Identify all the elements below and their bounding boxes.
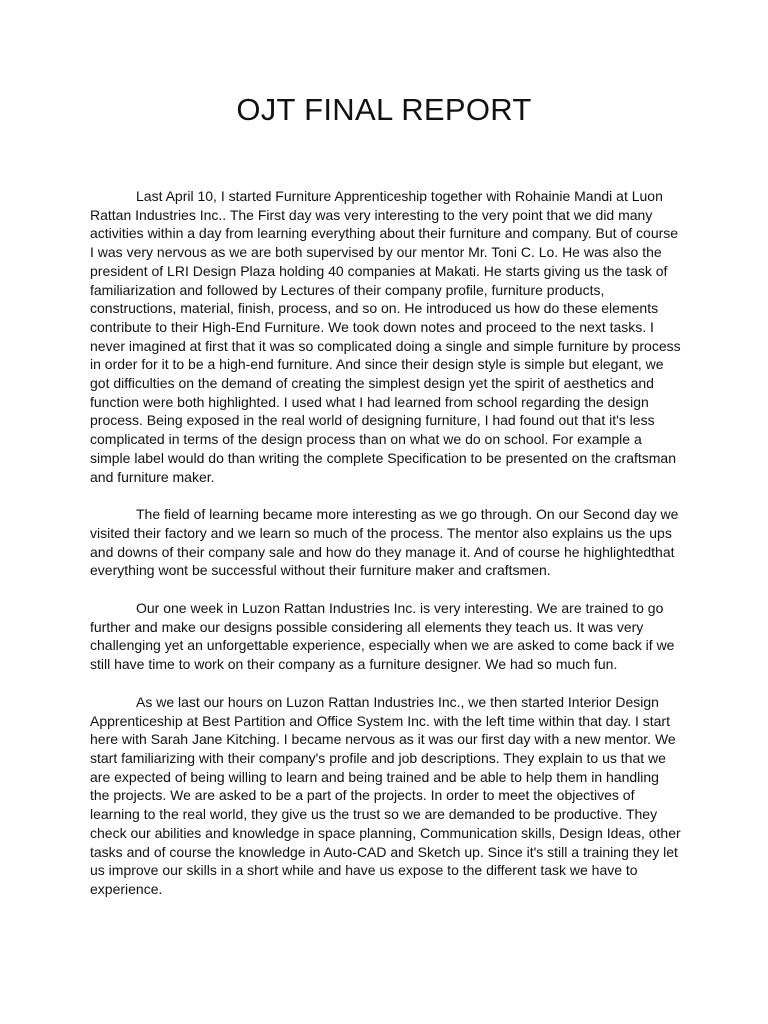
- paragraph-4: As we last our hours on Luzon Rattan Industries Inc., we then started Interior Design Apprenticeship at Best Partition and Office System Inc. with the left time within that day. I start here with Sarah Jane Kitching. I became nervous as it was our first day with a new mentor. We start familiarizing with their company's profile and job descriptions. They explain to us that we are expected of being willing to learn and being trained and be able to help them in handling the projects. We are asked to be a part of the projects. In order to meet the objectives of learning to the real world, they give us the trust so we are demanded to be productive. They check our abilities and knowledge in space planning, Communication skills, Design Ideas, other tasks and of course the knowledge in Auto-CAD and Sketch up. Since it's still a training they let us improve our skills in a short while and have us expose to the different task we have to experience.: [90, 693, 681, 897]
- report-body: [90, 187, 682, 918]
- paragraph-2: The field of learning became more interesting as we go through. On our Second day we visited their factory and we learn so much of the process. The mentor also explains us the ups and downs of their company sale and how do they manage it. And of course he highlightedthat everything wont be successful without their furniture maker and craftsmen.: [90, 506, 679, 579]
- page-title: OJT FINAL REPORT: [236, 92, 532, 127]
- paragraph-1: Last April 10, I started Furniture Apprenticeship together with Rohainie Mandi at Luon Rattan Industries Inc.. The First day was very interesting to the very point that we did many activities within a day from learning everything about their furniture and company. But of course I was very nervous as we are both supervised by our mentor Mr. Toni C. Lo. He was also the president of LRI Design Plaza holding 40 companies at Makati. He starts giving us the task of familiarization and followed by Lectures of their company profile, furniture products, constructions, material, finish, process, and so on. He introduced us how do these elements contribute to their High-End Furniture. We took down notes and proceed to the next tasks. I never imagined at first that it was so complicated doing a single and simple furniture by process in order for it to be a high-end furniture. And since their design style is simple but elegant, we got difficulties on the demand of creating the simplest design yet the spirit of aesthetics and function were both highlighted. I used what I had learned from school regarding the design process. Being exposed in the real world of designing furniture, I had found out that it's less complicated in terms of the design process than on what we do on school. For example a simple label would do than writing the complete Specification to be presented on the craftsman and furniture maker.: [90, 188, 681, 485]
- paragraph-3: Our one week in Luzon Rattan Industries Inc. is very interesting. We are trained to go further and make our designs possible considering all elements they teach us. It was very challenging yet an unforgettable experience, especially when we are asked to come back if we still have time to work on their company as a furniture designer. We had so much fun.: [90, 600, 675, 673]
